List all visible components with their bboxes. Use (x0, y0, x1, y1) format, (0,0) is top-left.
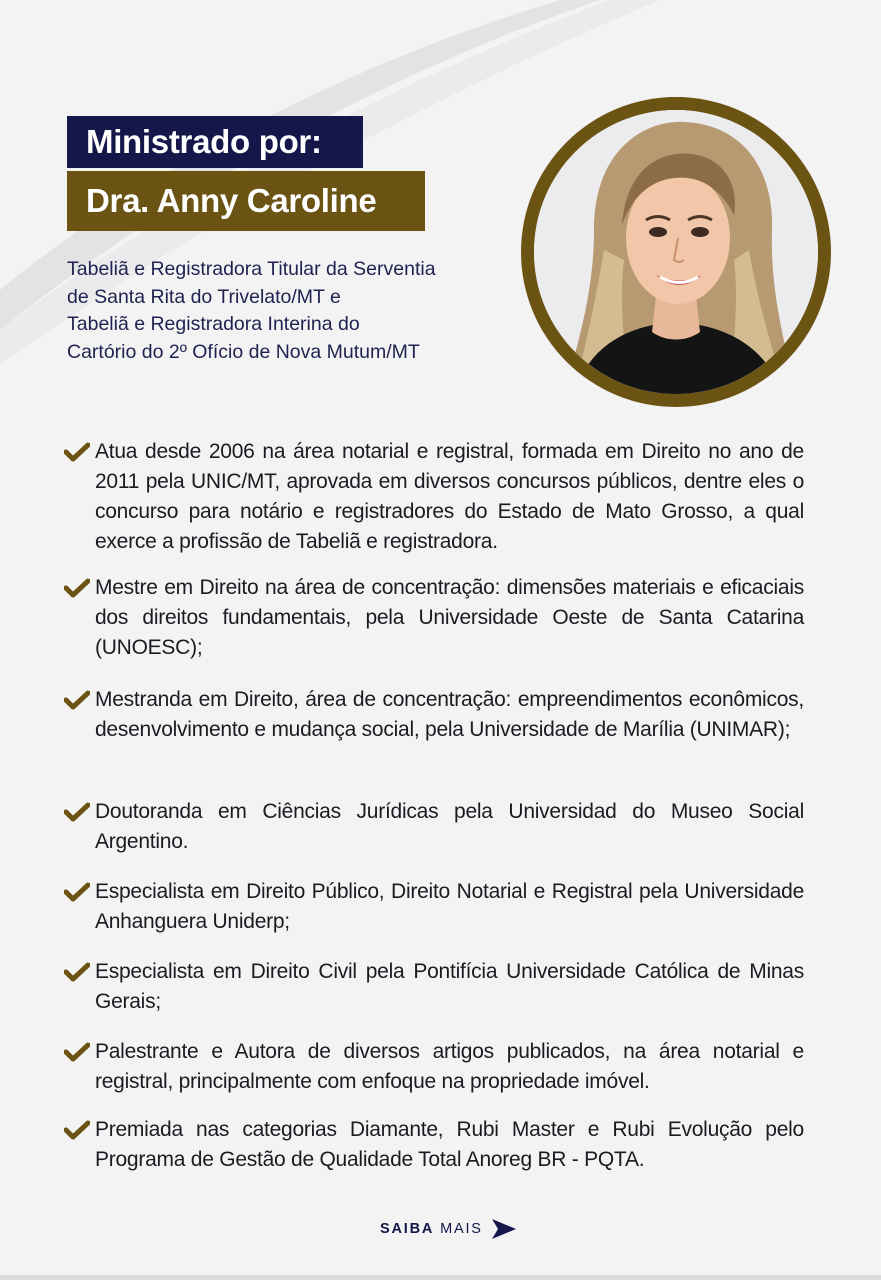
list-item-text: Mestranda em Direito, área de concentração: empreendimentos econômicos, desenvolvimento e mudança social, pela Universidade de Marília (UNIMAR); (95, 688, 804, 741)
check-icon (64, 578, 90, 598)
check-icon (64, 1120, 90, 1140)
credentials-line: Tabeliã e Registradora Interina do (67, 313, 360, 336)
list-item (64, 573, 804, 685)
list-item-text: Doutoranda em Ciências Jurídicas pela Universidad do Museo Social Argentino. (95, 800, 804, 853)
check-icon (64, 802, 90, 822)
check-icon (64, 962, 90, 982)
list-item-text: Especialista em Direito Público, Direito Notarial e Registral pela Universidade Anhanguera Uniderp; (95, 880, 804, 933)
presenter-label: Ministrado por: (67, 116, 363, 168)
check-icon (64, 442, 90, 462)
credentials-line: de Santa Rita do Trivelato/MT e (67, 285, 341, 308)
learn-more-button[interactable] (380, 1215, 517, 1243)
list-item-text: Palestrante e Autora de diversos artigos publicados, na área notarial e registral, principalmente com enfoque na propriedade imóvel. (95, 1040, 804, 1093)
learn-more-bold-label: SAIBA (380, 1221, 435, 1237)
check-icon (64, 1042, 90, 1062)
presenter-credentials (67, 256, 507, 367)
learn-more-light-label: MAIS (440, 1221, 483, 1237)
credentials-list (64, 437, 804, 1195)
list-item (64, 437, 804, 573)
play-arrow-icon (491, 1218, 517, 1240)
list-item (64, 1037, 804, 1115)
presenter-photo (534, 110, 818, 394)
list-item-text: Mestre em Direito na área de concentração: dimensões materiais e eficaciais dos direitos fundamentais, pela Universidade Oeste de Santa Catarina (UNOESC); (95, 576, 804, 659)
footer-divider (0, 1275, 881, 1280)
credentials-line: Cartório do 2º Ofício de Nova Mutum/MT (67, 341, 420, 364)
credentials-line: Tabeliã e Registradora Titular da Serventia (67, 258, 436, 280)
list-item (64, 797, 804, 877)
check-icon (64, 690, 90, 710)
list-item (64, 957, 804, 1037)
list-item (64, 1115, 804, 1195)
presenter-photo-frame (521, 97, 831, 407)
list-item (64, 685, 804, 797)
list-item (64, 877, 804, 957)
presenter-name: Dra. Anny Caroline (67, 171, 425, 231)
list-item-text: Premiada nas categorias Diamante, Rubi Master e Rubi Evolução pelo Programa de Gestão de Qualidade Total Anoreg BR - PQTA. (95, 1118, 804, 1171)
check-icon (64, 882, 90, 902)
list-item-text: Especialista em Direito Civil pela Pontifícia Universidade Católica de Minas Gerais; (95, 960, 804, 1013)
list-item-text: Atua desde 2006 na área notarial e registral, formada em Direito no ano de 2011 pela UNIC/MT, aprovada em diversos concursos públicos, dentre eles o concurso para notário e registradores do Estado de Mato Grosso, a qual exerce a profissão de Tabeliã e registradora. (95, 440, 804, 553)
